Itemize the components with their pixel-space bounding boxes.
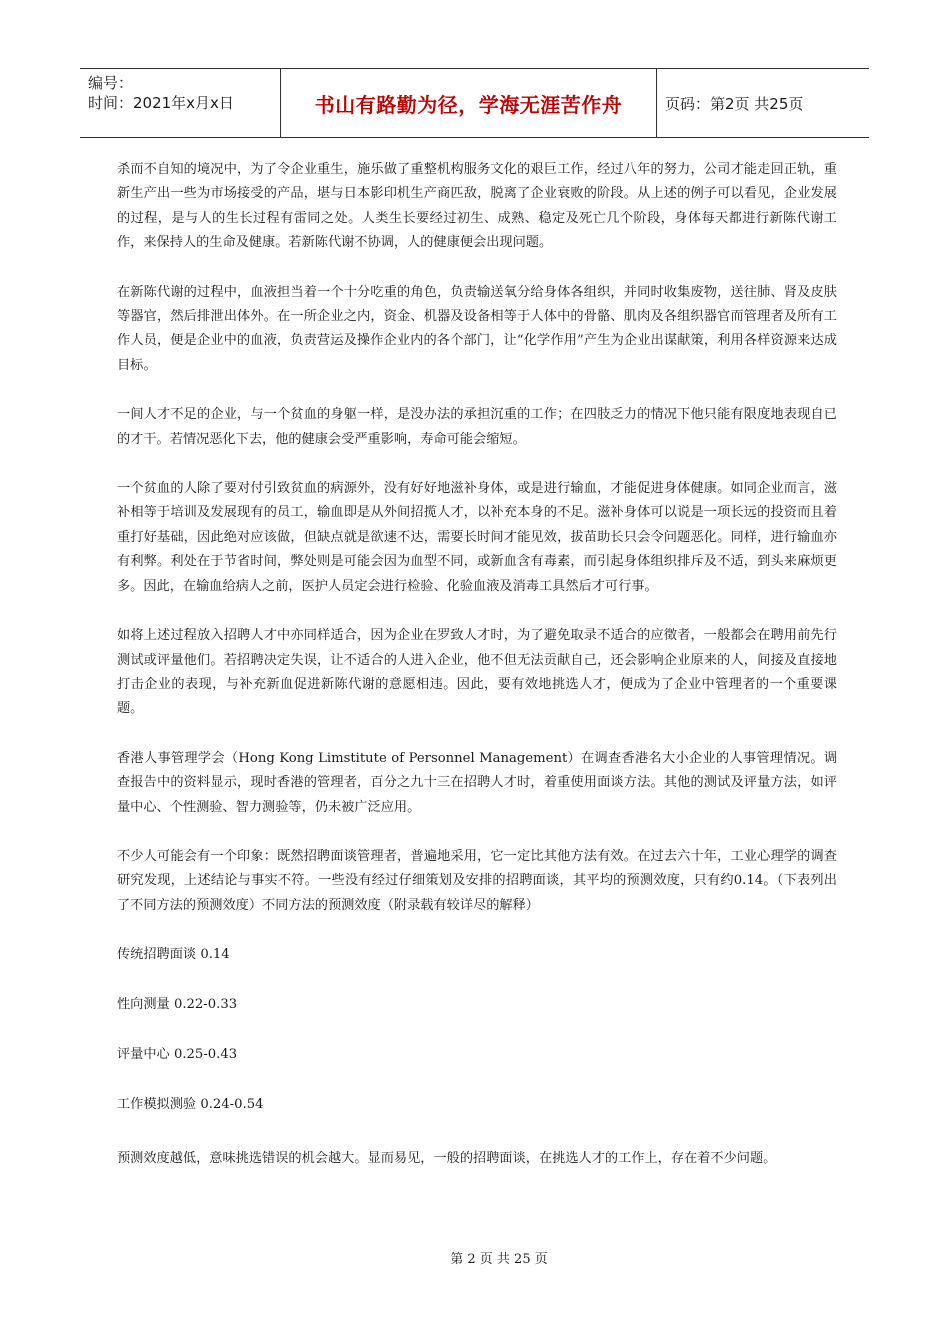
method-validity-item: 传统招聘面谈 0.14 bbox=[117, 947, 230, 963]
paragraph: 不少人可能会有一个印象：既然招聘面谈管理者，普遍地采用，它一定比其他方法有效。在过去六十年，工业心理学的调查研究发现，上述结论与事实不符。一些没有经过仔细策划及安排的招聘面谈，其平均的预测效度，只有约0.14。（下表列出了不同方法的预测效度）不同方法的预测效度（附录载有较详尽的解释） bbox=[117, 848, 837, 913]
paragraph: 一间人才不足的企业，与一个贫血的身躯一样，是没办法的承担沉重的工作；在四肢乏力的情况下他只能有限度地表现自已的才干。若情况恶化下去，他的健康会受严重影响，寿命可能会缩短。 bbox=[117, 407, 837, 447]
method-validity-item: 评量中心 0.25-0.43 bbox=[117, 1046, 238, 1062]
paragraph: 杀而不自知的境况中，为了令企业重生，施乐做了重整机构服务文化的艰巨工作，经过八年的努力，公司才能走回正轨，重新生产出一些为市场接受的产品，堪与日本影印机生产商匹敌，脱离了企业衰败的阶段。从上述的例子可以看见，企业发展的过程，是与人的生长过程有雷同之处。人类生长要经过初生、成熟、稳定及死亡几个阶段，身体每天都进行新陈代谢工作，来保持人的生命及健康。若新陈代谢不协调，人的健康便会出现问题。 bbox=[117, 162, 837, 251]
document-body bbox=[117, 158, 837, 1197]
header-page-number: 页码：第2页 共25页 bbox=[665, 94, 804, 113]
page-header bbox=[80, 68, 869, 138]
paragraph: 香港人事管理学会（Hong Kong Limstitute of Personnel Management）在调查香港名大小企业的人事管理情况。调查报告中的资料显示，现时香港的管理者，百分之九十三在招聘人才时，着重使用面谈方法。其他的测试及评量方法，如评量中心、个性测验、智力测验等，仍未被广泛应用。 bbox=[117, 750, 837, 815]
document-number-label: 编号： bbox=[88, 74, 134, 92]
header-meta bbox=[80, 69, 281, 137]
document-date: 时间：2021年x月x日 bbox=[88, 94, 234, 112]
paragraph: 在新陈代谢的过程中，血液担当着一个十分吃重的角色，负责输送氧分给身体各组织，并同时收集废物，送往肺、肾及皮肤等器官，然后排泄出体外。在一所企业之内，资金、机器及设备相等于人体中的骨骼、肌肉及各组织器官而管理者及所有工作人员，便是企业中的血液，负责营运及操作企业内的各个部门，让“化学作用”产生为企业出谋献策，利用各样资源来达成目标。 bbox=[117, 284, 837, 373]
paragraph: 如将上述过程放入招聘人才中亦同样适合，因为企业在罗致人才时，为了避免取录不适合的应徵者，一般都会在聘用前先行测试或评量他们。若招聘决定失误，让不适合的人进入企业，他不但无法贡献自己，还会影响企业原来的人，间接及直接地打击企业的表现，与补充新血促进新陈代谢的意愿相违。因此，要有效地挑选人才，便成为了企业中管理者的一个重要课题。 bbox=[117, 628, 837, 717]
method-validity-item: 工作模拟测验 0.24-0.54 bbox=[117, 1096, 264, 1112]
closing-paragraph: 预测效度越低，意味挑选错误的机会越大。显而易见，一般的招聘面谈，在挑选人才的工作上，存在着不少问题。 bbox=[117, 1151, 777, 1167]
paragraph: 一个贫血的人除了要对付引致贫血的病源外，没有好好地滋补身体，或是进行输血，才能促进身体健康。如同企业而言，滋补相等于培训及发展现有的员工，输血即是从外间招揽人才，以补充本身的不足。滋补身体可以说是一项长远的投资而且着重打好基础，因此绝对应该做，但缺点就是欲速不达，需要长时间才能见效，拔苗助长只会令问题恶化。同样，进行输血亦有利弊。利处在于节省时间，弊处则是可能会因为血型不同，或新血含有毒素，而引起身体组织排斥及不适，到头来麻烦更多。因此，在输血给病人之前，医护人员定会进行检验、化验血液及消毒工具然后才可行事。 bbox=[117, 481, 837, 594]
page-footer: 第 2 页 共 25 页 bbox=[450, 1252, 548, 1267]
header-motto: 书山有路勤为径，学海无涯苦作舟 bbox=[281, 69, 657, 137]
method-validity-item: 性向测量 0.22-0.33 bbox=[117, 997, 238, 1013]
